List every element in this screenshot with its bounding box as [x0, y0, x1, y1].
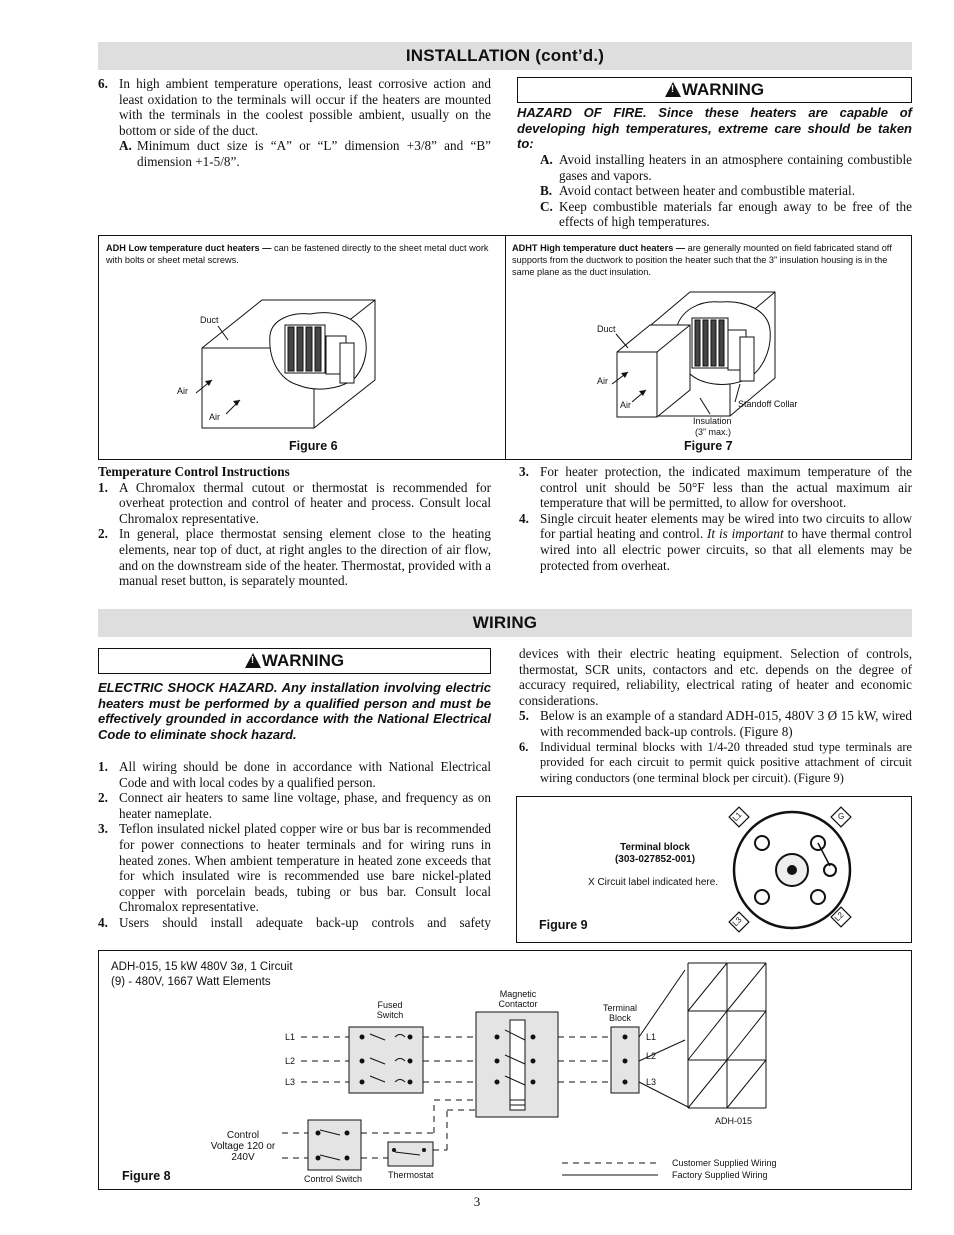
- terminal-block-part: (303-027852-001): [614, 854, 696, 865]
- list-item: 4. Single circuit heater elements may be wired into two circuits to allow for partial heating and control. It is important to have thermal control wired into all electric power circuits, so that all elements may be protected from overheat.: [519, 510, 913, 573]
- figure6-label: Figure 6: [289, 439, 338, 453]
- corner-label: L1: [730, 810, 744, 823]
- figure7-insulation-label: Insulation: [693, 416, 732, 426]
- legend-factory-label: Factory Supplied Wiring: [672, 1170, 768, 1180]
- thermostat-label: Thermostat: [388, 1170, 434, 1180]
- figure7-insulation-note: (3” max.): [695, 427, 731, 437]
- figure7-air-label: Air: [597, 376, 608, 386]
- line-label: L3: [646, 1077, 657, 1087]
- list-item: 4. Users should install adequate back-up controls and safety: [98, 914, 491, 930]
- line-label: L3: [285, 1077, 296, 1087]
- terminal-block-label: Terminal Block: [602, 1003, 637, 1023]
- legend-customer-label: Customer Supplied Wiring: [672, 1158, 777, 1168]
- shock-hazard-text: ELECTRIC SHOCK HAZARD. Any installation involving electric heaters must be performed by a qualified person and must be effectively grounded in accordance with the National Electrical Code to eliminate shock hazard.: [98, 680, 491, 742]
- fire-hazard-text: HAZARD OF FIRE. Since these heaters are capable of developing high temperatures, extreme care should be taken to:: [517, 105, 912, 152]
- fused-switch-label: Fused Switch: [376, 1000, 404, 1020]
- list-item: 1. All wiring should be done in accordance with National Electrical Code and with local codes by a qualified person.: [98, 759, 491, 790]
- corner-label: L2: [832, 910, 846, 923]
- corner-label: G: [838, 812, 845, 821]
- figure7-caption: ADHT High temperature duct heaters — are generally mounted on field fabricated stand off supports from the ductwork to position the heater such that the 3” insulation housing is in the same plane as the duct insulation.: [512, 243, 892, 277]
- figure7-standoff-label: Standoff Collar: [738, 399, 798, 409]
- list-item: 5. Below is an example of a standard ADH-015, 480V 3 Ø 15 kW, wired with recommended back-up controls. (Figure 8): [519, 708, 912, 739]
- list-item: B. Avoid contact between heater and combustible material.: [540, 183, 855, 199]
- figure6-caption: ADH Low temperature duct heaters — can be fastened directly to the sheet metal duct work with bolts or sheet metal screws.: [106, 243, 489, 265]
- installation-heading: INSTALLATION (cont’d.): [98, 42, 912, 70]
- list-item: A. Avoid installing heaters in an atmosphere containing combustible gases and vapors.: [540, 152, 912, 183]
- figure7-label: Figure 7: [684, 439, 733, 453]
- shock-warning-box: !WARNING: [98, 648, 491, 674]
- figure8-title-line1: ADH-015, 15 kW 480V 3ø, 1 Circuit: [111, 961, 293, 973]
- figure7-duct-label: Duct: [597, 324, 616, 334]
- wiring-right-column: devices with their electric heating equipment. Selection of controls, thermostat, SCR units, contactors and etc. depends on the degree of accuracy required, reliability, electrical rating of heater and economic considerations. 5. Below is an example of a standard ADH-015, 480V 3 Ø 15 kW, wired with recommended back-up controls. (Figure 8) 6. Individual terminal blocks with 1/4-20 threaded stud type terminals are provided for each circuit to permit quick positive attachment of circuit wiring conductors (one terminal block per circuit). (Figure 9): [519, 646, 912, 785]
- adh-label: ADH-015: [715, 1116, 753, 1126]
- corner-label: L3: [730, 915, 744, 928]
- temp-control-heading: Temperature Control Instructions: [98, 464, 290, 479]
- figure7-air-label: Air: [620, 400, 631, 410]
- circuit-label-note: X Circuit label indicated here.: [588, 877, 719, 888]
- control-voltage-label: Control Voltage 120 or 240V: [210, 1130, 276, 1163]
- list-item: C. Keep combustible materials far enough away to be free of the effects of high temperatures.: [540, 198, 912, 230]
- list-item: 2. In general, place thermostat sensing element close to the heating elements, near top of duct, at right angles to the direction of air flow, and on the downstream side of the heater. Thermostat, provided with a manual reset button, is separately mounted.: [98, 526, 491, 589]
- list-subitem: A. Minimum duct size is “A” or “L” dimension +3/8” and “B” dimension +1-5/8”.: [119, 138, 491, 169]
- line-label: L1: [285, 1032, 296, 1042]
- line-label: L2: [646, 1051, 657, 1061]
- wiring-heading: WIRING: [98, 609, 912, 637]
- figure8-title-line2: (9) - 480V, 1667 Watt Elements: [111, 976, 271, 988]
- list-item: 3. For heater protection, the indicated maximum temperature of the control unit should be 50°F less than the actual maximum air temperature that will be permitted, to allow for overshoot.: [519, 464, 912, 511]
- line-label: L1: [646, 1032, 657, 1042]
- fire-warning-box: !WARNING: [517, 77, 912, 103]
- control-switch-label: Control Switch: [304, 1174, 363, 1184]
- list-item: 6. Individual terminal blocks with 1/4-20 threaded stud type terminals are provided for each circuit to permit quick positive attachment of circuit wiring conductors (one terminal block per circuit). (Figure 9): [519, 739, 912, 785]
- line-label: L2: [285, 1056, 296, 1066]
- list-item: 6. In high ambient temperature operations, least corrosive action and least oxidation to the terminals will occur if the heaters are mounted with the terminals in the coolest possible ambient, usually on the bottom or side of the duct.: [98, 76, 491, 138]
- figure9-label: Figure 9: [539, 918, 588, 932]
- page-number: 3: [473, 1194, 481, 1209]
- list-item: 2. Connect air heaters to same line voltage, phase, and frequency as on heater nameplate.: [98, 790, 491, 821]
- figure6-air-label: Air: [177, 386, 188, 396]
- figure8-label: Figure 8: [122, 1169, 171, 1183]
- figure6-duct-label: Duct: [200, 315, 219, 325]
- magnetic-contactor-label: Magnetic Contactor: [498, 989, 538, 1009]
- list-item: 3. Teflon insulated nickel plated copper wire or bus bar is recommended for power connections to heater terminals and for wiring runs in heated zones. When ambient temperature in heated zone exceeds that for which insulated wire is recommended use bare nickel-plated copper with porcelain beads, tubing or bus bar. Consult local Chromalox representative.: [98, 821, 491, 915]
- figure6-air-label: Air: [209, 412, 220, 422]
- list-item: 1. A Chromalox thermal cutout or thermostat is recommended for overheat protection and control of heater and process. Consult local Chromalox representative.: [98, 479, 491, 526]
- terminal-block-title: Terminal block: [620, 842, 690, 853]
